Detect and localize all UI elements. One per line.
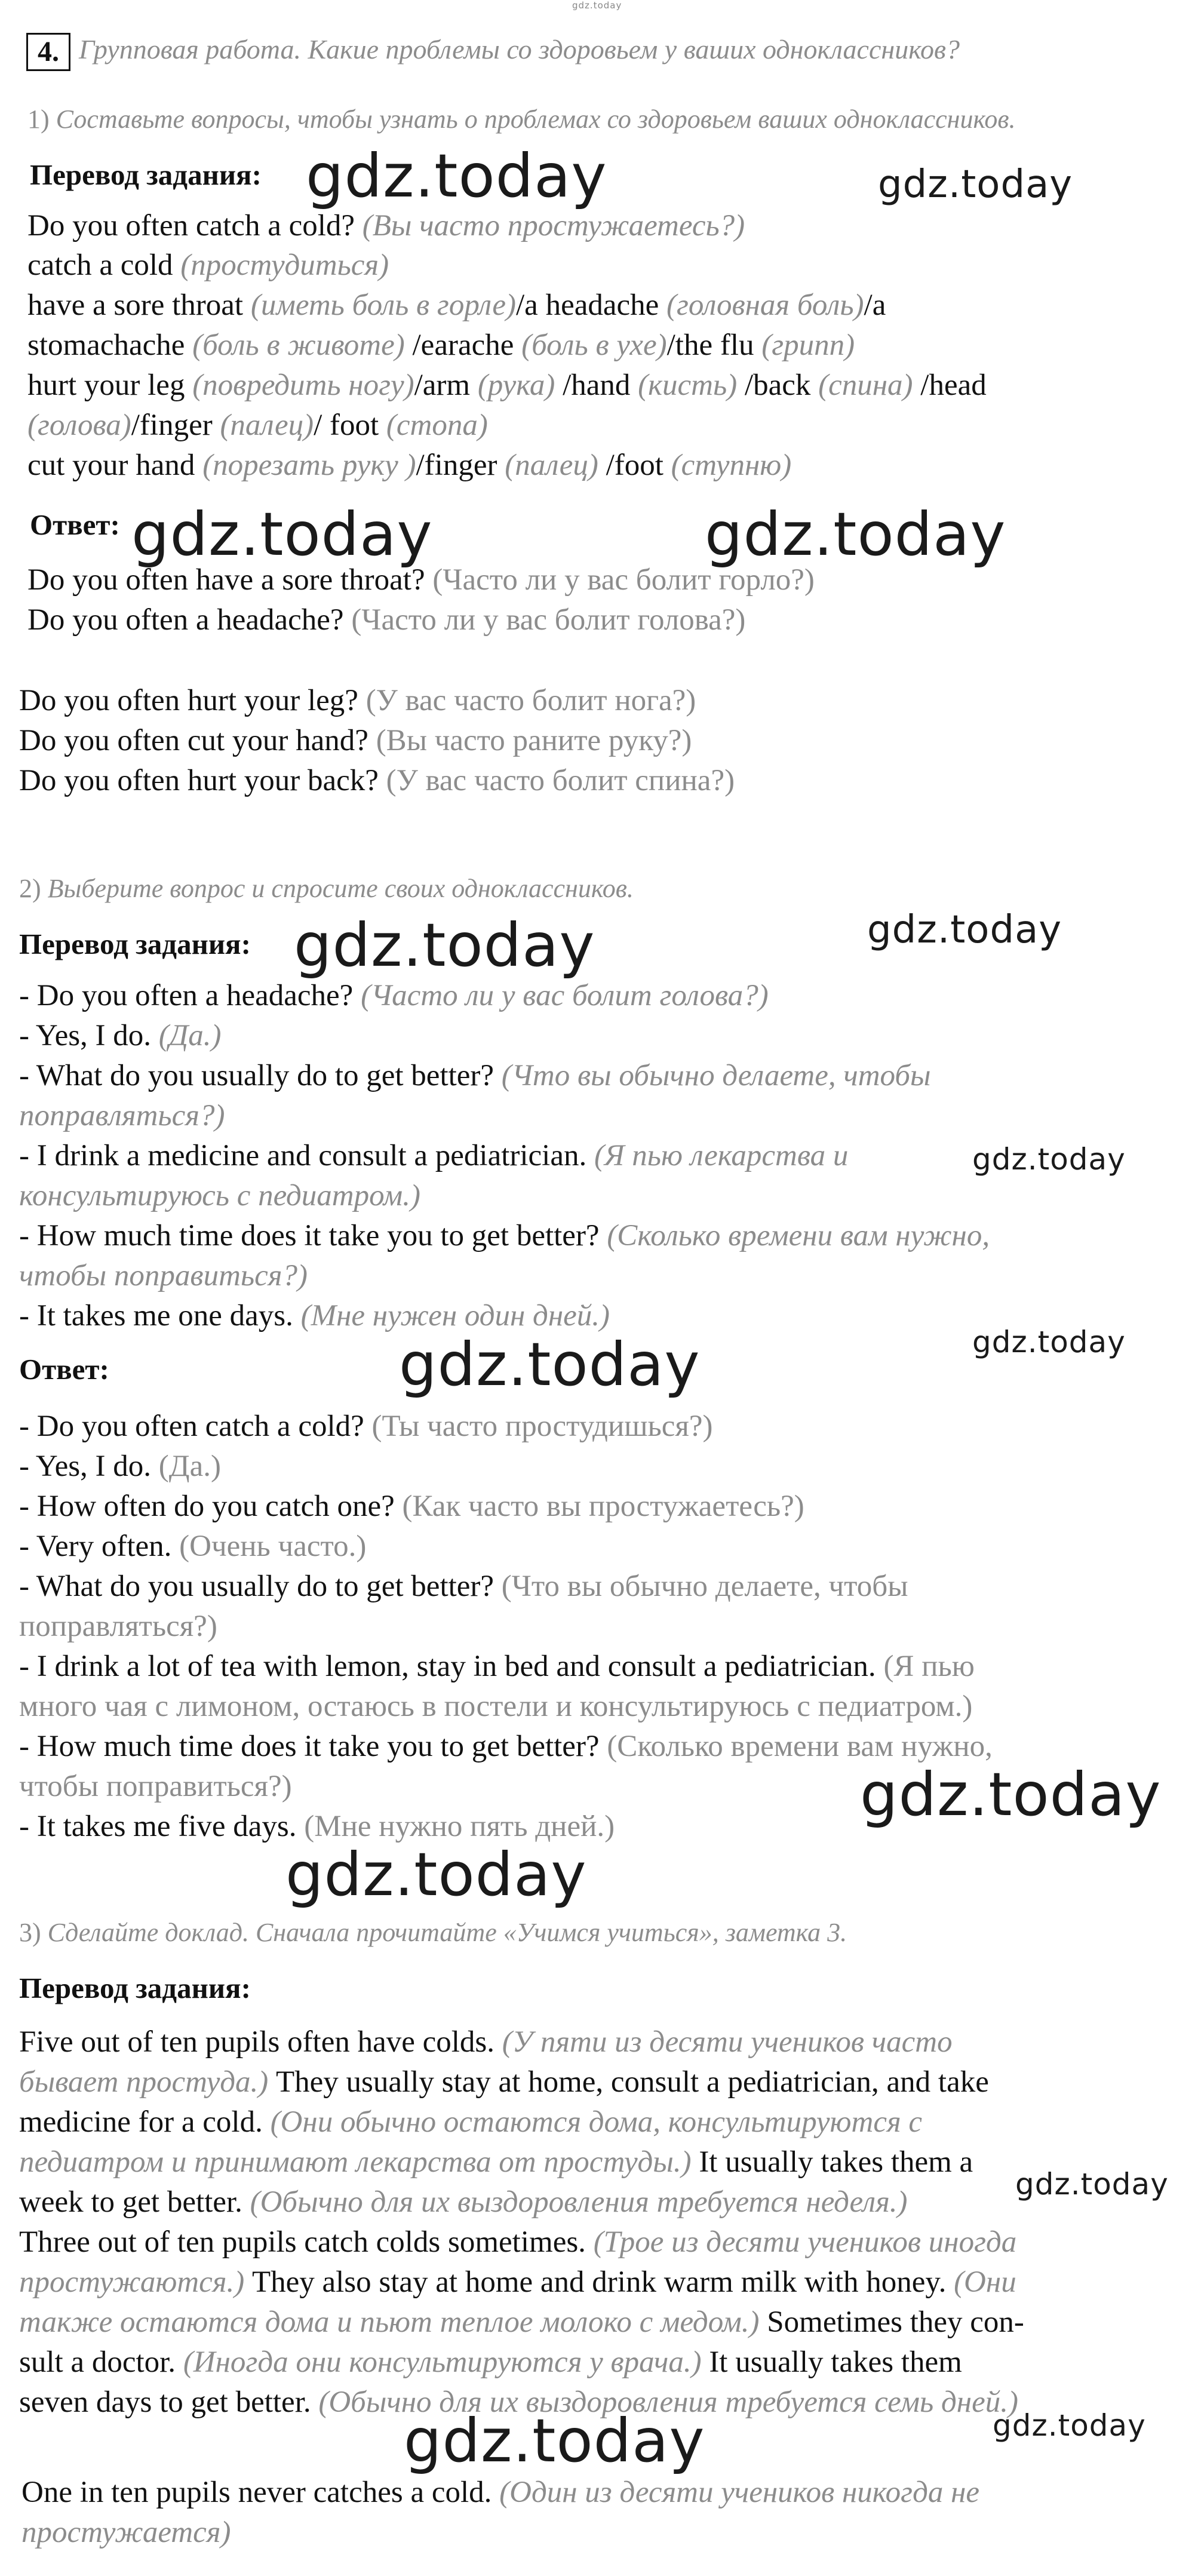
part3-line: педиатром и принимают лекарства от простуды.) It usually takes them a — [19, 2145, 973, 2179]
part2-answer: - Very often. (Очень часто.) — [19, 1530, 367, 1563]
part3-line: Five out of ten pupils often have colds. (У пяти из десяти учеников часто — [19, 2025, 953, 2059]
part2-line: - It takes me one days. (Мне нужен один дней.) — [19, 1299, 610, 1332]
watermark: gdz.today — [306, 141, 607, 211]
part3-line: простужаются.) They also stay at home and drink warm milk with honey. (Они — [19, 2265, 1016, 2299]
part3-instruction: 3) Сделайте доклад. Сначала прочитайте «Учимся учиться», заметка 3. — [19, 1918, 847, 1947]
part2-answer: - It takes me five days. (Мне нужно пять дней.) — [19, 1810, 615, 1843]
part2-answer: много чая с лимоном, остаюсь в постели и консультируюсь с педиатром.) — [19, 1690, 973, 1723]
part2-answer: - Yes, I do. (Да.) — [19, 1450, 221, 1483]
part1-answer: Do you often a headache? (Часто ли у вас болит голова?) — [27, 603, 746, 637]
task-title: Групповая работа. Какие проблемы со здоровьем у ваших одноклассников? — [79, 34, 960, 65]
watermark: gdz.today — [285, 1840, 587, 1909]
task-number: 4. — [26, 33, 70, 71]
part2-answer: - How much time does it take you to get better? (Сколько времени вам нужно, — [19, 1730, 993, 1763]
part1-line: cut your hand (порезать руку )/finger (палец) /foot (ступню) — [27, 449, 792, 482]
part2-instruction: 2) Выберите вопрос и спросите своих одноклассников. — [19, 874, 634, 903]
part2-line: - Yes, I do. (Да.) — [19, 1019, 222, 1052]
watermark: gdz.today — [131, 499, 433, 569]
part3-line: Three out of ten pupils catch colds sometimes. (Трое из десяти учеников иногда — [19, 2225, 1017, 2259]
part2-line: - How much time does it take you to get better? (Сколько времени вам нужно, — [19, 1219, 990, 1252]
part2-answer: - I drink a lot of tea with lemon, stay in bed and consult a pediatrician. (Я пью — [19, 1650, 975, 1683]
part3-line: week to get better. (Обычно для их выздоровления требуется неделя.) — [19, 2185, 908, 2219]
part1-line: catch a cold (простудиться) — [27, 248, 389, 282]
watermark: gdz.today — [972, 1142, 1126, 1177]
part2-line: поправляться?) — [19, 1099, 225, 1132]
part3-line: One in ten pupils never catches a cold. (Один из десяти учеников никогда не — [21, 2476, 980, 2509]
watermark: gdz.today — [705, 499, 1006, 569]
part1-line: (голова)/finger (палец)/ foot (стопа) — [27, 409, 488, 442]
part2-line: чтобы поправиться?) — [19, 1259, 308, 1292]
part1-answer-label: Ответ: — [30, 508, 120, 541]
part2-answer: - What do you usually do to get better? (Что вы обычно делаете, чтобы — [19, 1570, 908, 1603]
watermark: gdz.today — [294, 910, 595, 980]
part3-line: бывает простуда.) They usually stay at home, consult a pediatrician, and take — [19, 2065, 989, 2099]
watermark: gdz.today — [399, 1330, 701, 1399]
part1-answer: Do you often cut your hand? (Вы часто раните руку?) — [19, 724, 692, 757]
part1-line: have a sore throat (иметь боль в горле)/a headache (головная боль)/a — [27, 288, 886, 322]
watermark: gdz.today — [860, 1760, 1162, 1829]
part1-line: Do you often catch a cold? (Вы часто простужаетесь?) — [27, 209, 745, 242]
part2-line: - I drink a medicine and consult a pediatrician. (Я пью лекарства и — [19, 1139, 849, 1172]
watermark-top: gdz.today — [572, 0, 622, 11]
part3-line: sult a doctor. (Иногда они консультируются у врача.) It usually takes them — [19, 2345, 962, 2379]
part3-line: seven days to get better. (Обычно для их выздоровления требуется семь дней.) — [19, 2385, 1018, 2419]
watermark: gdz.today — [404, 2406, 705, 2476]
part2-answer: чтобы поправиться?) — [19, 1770, 292, 1803]
watermark: gdz.today — [867, 908, 1062, 952]
part1-line: hurt your leg (повредить ногу)/arm (рука) /hand (кисть) /back (спина) /head — [27, 369, 987, 402]
part2-line: - What do you usually do to get better? (Что вы обычно делаете, чтобы — [19, 1059, 931, 1092]
part2-line: - Do you often a headache? (Часто ли у вас болит голова?) — [19, 979, 769, 1012]
part1-instruction: 1) Составьте вопросы, чтобы узнать о проблемах со здоровьем ваших одноклассников. — [27, 105, 1016, 134]
watermark: gdz.today — [993, 2408, 1146, 2443]
part3-line: также остаются дома и пьют теплое молоко с медом.) Sometimes they con- — [19, 2305, 1024, 2339]
part3-line: medicine for a cold. (Они обычно остаются дома, консультируются с — [19, 2105, 923, 2139]
part1-answer: Do you often have a sore throat? (Часто ли у вас болит горло?) — [27, 563, 815, 597]
part1-line: stomachache (боль в животе) /earache (боль в ухе)/the flu (грипп) — [27, 328, 855, 362]
part1-answer: Do you often hurt your leg? (У вас часто болит нога?) — [19, 684, 696, 717]
part2-answer: - Do you often catch a cold? (Ты часто простудишься?) — [19, 1410, 713, 1443]
part2-translation-label: Перевод задания: — [19, 928, 251, 960]
watermark: gdz.today — [878, 162, 1073, 207]
part2-answer-label: Ответ: — [19, 1353, 109, 1386]
part2-line: консультируюсь с педиатром.) — [19, 1179, 420, 1212]
watermark: gdz.today — [1015, 2167, 1169, 2202]
part3-line: простужается) — [21, 2516, 231, 2549]
watermark: gdz.today — [972, 1325, 1126, 1359]
part2-answer: - How often do you catch one? (Как часто вы простужаетесь?) — [19, 1490, 804, 1523]
part2-answer: поправляться?) — [19, 1610, 217, 1643]
part1-answer: Do you often hurt your back? (У вас часто болит спина?) — [19, 764, 735, 797]
part1-translation-label: Перевод задания: — [30, 158, 262, 191]
part3-translation-label: Перевод задания: — [19, 1972, 251, 2004]
